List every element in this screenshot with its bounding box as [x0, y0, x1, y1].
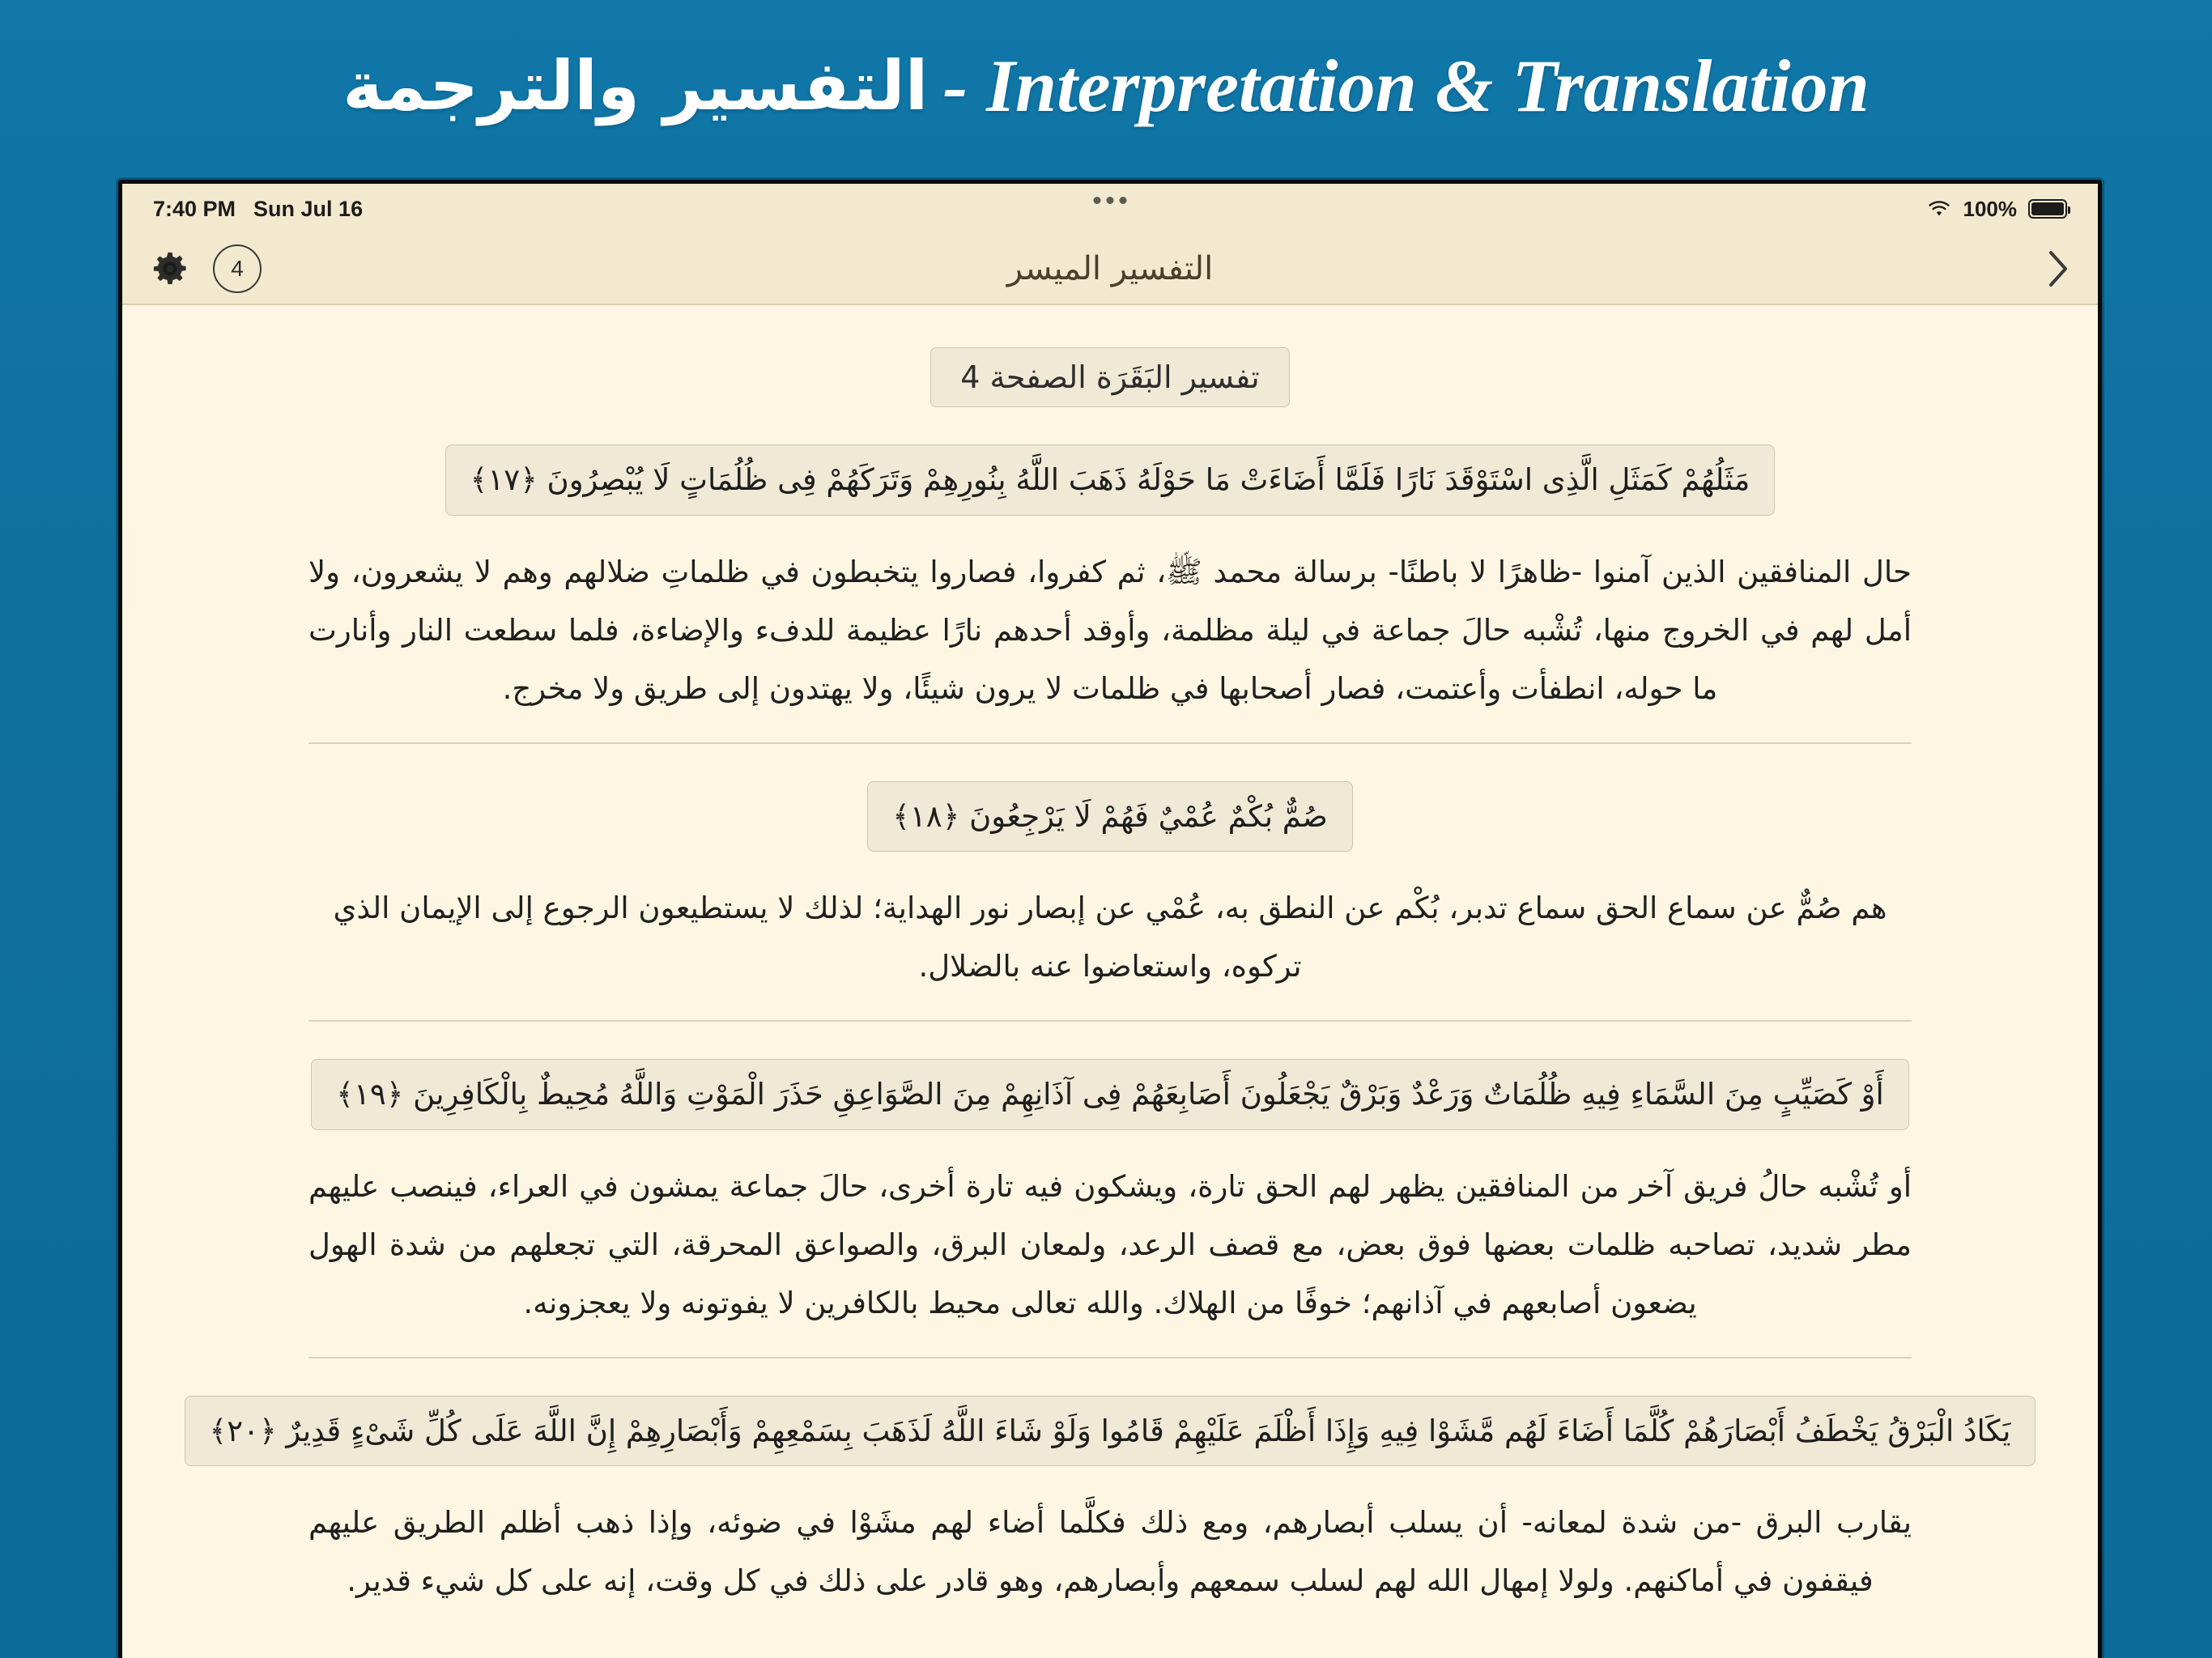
status-time: 7:40 PM	[153, 196, 236, 221]
toolbar-left	[151, 244, 262, 293]
banner-title-en: Interpretation & Translation -	[942, 45, 1870, 127]
ayah-block	[122, 1396, 2098, 1467]
ayah-block	[122, 781, 2098, 852]
banner-title	[0, 0, 2212, 172]
app-title: التفسير الميسر	[1006, 250, 1214, 287]
divider	[308, 1357, 1912, 1358]
status-right	[1926, 197, 2068, 222]
multitask-dots-icon[interactable]	[1094, 197, 1127, 204]
app-toolbar	[122, 234, 2098, 305]
divider	[308, 1020, 1912, 1022]
ios-status-bar	[122, 184, 2098, 234]
ayah-text: صُمٌّ بُكْمٌ عُمْيٌ فَهُمْ لَا يَرْجِعُونَ ﴿١٨﴾	[867, 781, 1353, 852]
chevron-right-icon[interactable]	[2048, 250, 2069, 287]
tafsir-content[interactable]	[122, 305, 2098, 1658]
battery-icon	[2028, 199, 2067, 219]
banner-title-ar: التفسير والترجمة	[342, 46, 929, 125]
toolbar-right	[2048, 250, 2069, 287]
gear-icon[interactable]	[151, 250, 189, 287]
wifi-icon	[1926, 199, 1952, 219]
surah-page-chip: تفسير البَقَرَة الصفحة 4	[930, 347, 1289, 407]
battery-fill	[2031, 202, 2064, 215]
battery-percent: 100%	[1963, 196, 2017, 221]
page-number-badge[interactable]: 4	[213, 244, 262, 293]
dot	[1094, 197, 1101, 204]
page-chip-wrap	[122, 347, 2098, 407]
ayah-text: أَوْ كَصَيِّبٍ مِنَ السَّمَاءِ فِيهِ ظُلُمَاتٌ وَرَعْدٌ وَبَرْقٌ يَجْعَلُونَ أَصَابِعَهُمْ فِى آذَانِهِمْ مِنَ الصَّوَاعِقِ حَذَرَ الْمَوْتِ وَاللَّهُ مُحِيطٌ بِالْكَافِرِينَ ﴿١٩﴾	[311, 1059, 1908, 1130]
status-date: Sun Jul 16	[253, 196, 364, 221]
ayah-text: يَكَادُ الْبَرْقُ يَخْطَفُ أَبْصَارَهُمْ كُلَّمَا أَضَاءَ لَهُم مَّشَوْا فِيهِ وَإِذَا أَظْلَمَ عَلَيْهِمْ قَامُوا وَلَوْ شَاءَ اللَّهُ لَذَهَبَ بِسَمْعِهِمْ وَأَبْصَارِهِمْ إِنَّ اللَّهَ عَلَى كُلِّ شَىْءٍ قَدِيرٌ ﴿٢٠﴾	[185, 1396, 2036, 1467]
tafsir-text: هم صُمٌّ عن سماع الحق سماع تدبر، بُكْم عن النطق به، عُمْي عن إبصار نور الهداية؛ لذلك لا يستطيعون الرجوع إلى الإيمان الذي تركوه، واستعاضوا عنه بالضلال.	[333, 891, 1887, 984]
dot	[1107, 197, 1114, 204]
tafsir-text: يقارب البرق -من شدة لمعانه- أن يسلب أبصارهم، ومع ذلك فكلَّما أضاء لهم مشَوْا في ضوئه، وإذا ذهب أظلم الطريق عليهم فيقفون في أماكنهم. ولولا إمهال الله لهم لسلب سمعهم وأبصارهم، وهو قادر على ذلك في كل وقت، إنه على كل شيء قدير.	[308, 1505, 1912, 1599]
tafsir-text: أو تُشْبه حالُ فريق آخر من المنافقين يظهر لهم الحق تارة، ويشكون فيه تارة أخرى، حالَ جماعة يمشون في العراء، فينصب عليهم مطر شديد، تصاحبه ظلمات بعضها فوق بعض، مع قصف الرعد، ولمعان البرق، والصواعق المحرقة، التي تجعلهم من شدة الهول يضعون أصابعهم في آذانهم؛ خوفًا من الهلاك. والله تعالى محيط بالكافرين لا يفوتونه ولا يعجزونه.	[308, 1168, 1912, 1320]
tafsir-text: حال المنافقين الذين آمنوا -ظاهرًا لا باطنًا- برسالة محمد ﷺ، ثم كفروا، فصاروا يتخبطون في ظلماتِ ضلالهم وهم لا يشعرون، ولا أمل لهم في الخروج منها، تُشْبه حالَ جماعة في ليلة مظلمة، وأوقد أحدهم نارًا عظيمة للدفء والإضاءة، فلما سطعت النار وأنارت ما حوله، انطفأت وأعتمت، فصار أصحابها في ظلمات لا يرون شيئًا، ولا يهتدون إلى طريق ولا مخرج.	[308, 554, 1912, 706]
tablet-frame	[118, 180, 2102, 1658]
ayah-text: مَثَلُهُمْ كَمَثَلِ الَّذِى اسْتَوْقَدَ نَارًا فَلَمَّا أَضَاءَتْ مَا حَوْلَهُ ذَهَبَ اللَّهُ بِنُورِهِمْ وَتَرَكَهُمْ فِى ظُلُمَاتٍ لَا يُبْصِرُونَ ﴿١٧﴾	[445, 444, 1776, 516]
status-left	[153, 197, 363, 222]
ayah-block	[122, 444, 2098, 516]
dot	[1120, 197, 1127, 204]
ayah-block	[122, 1059, 2098, 1130]
divider	[308, 742, 1912, 744]
